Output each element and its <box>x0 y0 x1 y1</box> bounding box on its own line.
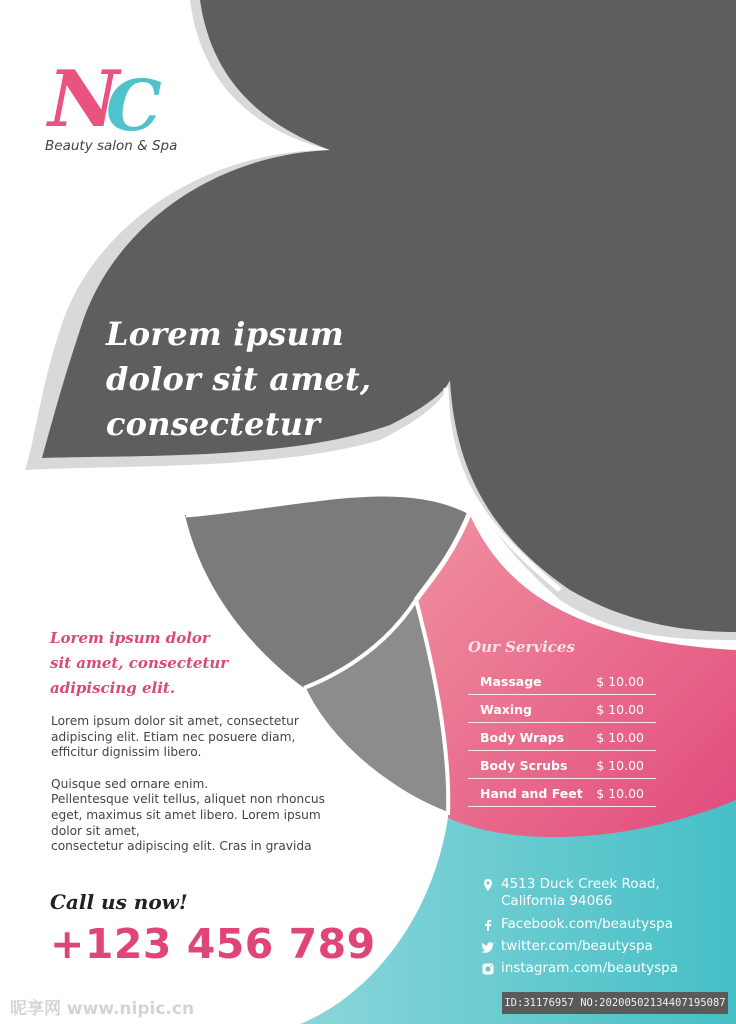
service-row <box>468 696 656 723</box>
services-title: Our Services <box>468 638 575 656</box>
subheading-line2: sit amet, consectetur <box>50 654 229 672</box>
facebook-row[interactable] <box>481 916 678 932</box>
address-line1: 4513 Duck Creek Road, <box>501 876 660 892</box>
service-row <box>468 752 656 779</box>
logo-letter-n: N <box>48 54 120 144</box>
service-name: Body Scrubs <box>480 757 568 773</box>
service-name: Waxing <box>480 701 532 717</box>
facebook-icon <box>481 918 495 932</box>
facebook-link[interactable]: Facebook.com/beautyspa <box>501 916 673 932</box>
services-table <box>468 668 656 808</box>
headline-line1: Lorem ipsum <box>106 315 344 353</box>
contact-info <box>481 876 678 982</box>
watermark-text: 昵享网 www.nipic.cn <box>10 999 195 1019</box>
instagram-link[interactable]: instagram.com/beautyspa <box>501 960 678 976</box>
call-us-label: Call us now! <box>50 890 188 914</box>
service-price: $ 10.00 <box>596 701 644 717</box>
headline <box>106 312 436 447</box>
service-row <box>468 780 656 807</box>
service-row <box>468 668 656 695</box>
address-row <box>481 876 678 910</box>
service-price: $ 10.00 <box>596 757 644 773</box>
subheading-line3: adipiscing elit. <box>50 679 176 697</box>
service-row <box>468 724 656 751</box>
logo-letter-c: C <box>106 64 162 144</box>
intro-paragraph-1: Lorem ipsum dolor sit amet, consectetur adipiscing elit. Etiam nec posuere diam, efficitur dignissim libero. <box>51 714 299 760</box>
headline-line2: dolor sit amet, <box>106 360 372 398</box>
service-name: Body Wraps <box>480 729 565 745</box>
service-price: $ 10.00 <box>596 729 644 745</box>
intro-paragraph-2: Quisque sed ornare enim. Pellentesque velit tellus, aliquet non rhoncus eget, maximus sit amet libero. Lorem ipsum dolor sit amet, consectetur adipiscing elit. Cras in gravida <box>51 776 325 854</box>
headline-line3: consectetur <box>106 405 321 443</box>
phone-number[interactable]: +123 456 789 <box>50 920 376 968</box>
twitter-link[interactable]: twitter.com/beautyspa <box>501 938 653 954</box>
instagram-icon <box>481 962 495 976</box>
image-id-bar: ID:31176957 NO:20200502134407195087 <box>502 992 728 1014</box>
twitter-icon <box>481 940 495 954</box>
intro-body <box>51 714 341 871</box>
service-name: Massage <box>480 673 542 689</box>
instagram-row[interactable] <box>481 960 678 976</box>
address-line2: California 94066 <box>501 893 613 909</box>
intro-subheading <box>50 626 250 701</box>
twitter-row[interactable] <box>481 938 678 954</box>
service-name: Hand and Feet <box>480 785 583 801</box>
location-pin-icon <box>481 878 495 892</box>
brand-tagline: Beauty salon & Spa <box>45 138 178 154</box>
nc-logo-icon <box>46 54 176 144</box>
service-price: $ 10.00 <box>596 673 644 689</box>
service-price: $ 10.00 <box>596 785 644 801</box>
subheading-line1: Lorem ipsum dolor <box>50 629 210 647</box>
